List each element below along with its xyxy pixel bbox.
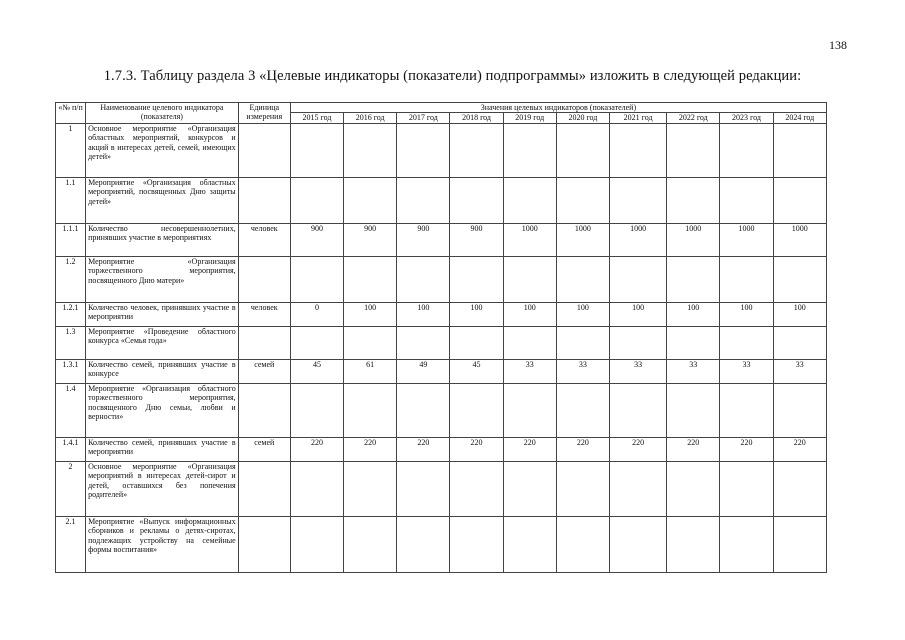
value-cell [773,177,826,223]
unit-cell [238,123,290,177]
header-year: 2018 год [450,113,503,123]
header-year: 2016 год [344,113,397,123]
value-cell: 61 [344,359,397,383]
value-cell [503,516,556,572]
value-cell [397,256,450,302]
value-cell: 45 [450,359,503,383]
unit-cell: семей [238,437,290,461]
value-cell: 1000 [720,223,773,256]
value-cell: 220 [773,437,826,461]
value-cell [450,256,503,302]
value-cell: 33 [667,359,720,383]
value-cell: 220 [344,437,397,461]
value-cell [720,461,773,516]
table-row [56,359,827,383]
value-cell [344,461,397,516]
value-cell: 220 [450,437,503,461]
unit-cell [238,326,290,359]
row-number: 1.4.1 [56,437,86,461]
indicators-table [55,102,827,573]
value-cell [667,516,720,572]
value-cell [556,516,609,572]
value-cell [503,256,556,302]
value-cell: 900 [290,223,343,256]
value-cell [290,461,343,516]
value-cell [556,461,609,516]
row-number: 1.4 [56,383,86,437]
row-number: 1.2 [56,256,86,302]
value-cell [556,256,609,302]
value-cell [556,123,609,177]
unit-cell: человек [238,223,290,256]
unit-cell [238,177,290,223]
row-number: 1.1.1 [56,223,86,256]
table-row [56,256,827,302]
value-cell: 33 [610,359,667,383]
table-row [56,461,827,516]
table-row [56,326,827,359]
row-number: 1 [56,123,86,177]
header-unit: Единица измерения [238,103,290,124]
value-cell [397,383,450,437]
value-cell [290,516,343,572]
value-cell: 1000 [667,223,720,256]
value-cell [720,256,773,302]
header-indicator-name: Наименование целевого индикатора (показателя) [86,103,239,124]
header-number: «№ п/п [56,103,86,124]
value-cell: 100 [773,302,826,326]
value-cell [556,326,609,359]
unit-cell [238,461,290,516]
value-cell: 100 [450,302,503,326]
value-cell [450,177,503,223]
value-cell [610,326,667,359]
value-cell: 100 [610,302,667,326]
value-cell: 100 [556,302,609,326]
value-cell [450,326,503,359]
value-cell [397,516,450,572]
value-cell [720,326,773,359]
unit-cell: семей [238,359,290,383]
unit-cell [238,383,290,437]
unit-cell: человек [238,302,290,326]
value-cell: 220 [397,437,450,461]
value-cell [344,326,397,359]
value-cell [667,256,720,302]
value-cell [610,177,667,223]
value-cell [290,123,343,177]
value-cell [610,256,667,302]
value-cell [773,383,826,437]
value-cell [450,383,503,437]
value-cell [610,383,667,437]
header-year: 2019 год [503,113,556,123]
value-cell: 100 [344,302,397,326]
value-cell [344,123,397,177]
value-cell: 100 [720,302,773,326]
value-cell [397,326,450,359]
value-cell: 100 [397,302,450,326]
header-values: Значения целевых индикаторов (показателей) [290,103,826,113]
value-cell [667,177,720,223]
value-cell [397,177,450,223]
value-cell [773,516,826,572]
value-cell: 45 [290,359,343,383]
table-row [56,437,827,461]
value-cell: 900 [450,223,503,256]
value-cell: 33 [773,359,826,383]
value-cell [720,516,773,572]
row-number: 2.1 [56,516,86,572]
value-cell [610,516,667,572]
value-cell: 220 [720,437,773,461]
table-row [56,123,827,177]
value-cell: 220 [610,437,667,461]
value-cell [344,256,397,302]
value-cell [556,383,609,437]
value-cell: 0 [290,302,343,326]
value-cell [290,383,343,437]
table-row [56,383,827,437]
value-cell [773,461,826,516]
value-cell [773,326,826,359]
value-cell [503,461,556,516]
table-row [56,516,827,572]
value-cell: 33 [556,359,609,383]
row-number: 1.3 [56,326,86,359]
row-number: 1.1 [56,177,86,223]
value-cell [610,123,667,177]
value-cell [503,326,556,359]
value-cell [344,177,397,223]
value-cell: 1000 [503,223,556,256]
indicator-name: Основное мероприятие «Организация областных мероприятий, конкурсов и акций в интересах детей, семей, имеющих детей» [86,123,239,177]
value-cell: 100 [503,302,556,326]
header-year: 2024 год [773,113,826,123]
value-cell [450,516,503,572]
header-year: 2021 год [610,113,667,123]
value-cell [773,256,826,302]
value-cell [667,326,720,359]
row-number: 1.2.1 [56,302,86,326]
value-cell: 49 [397,359,450,383]
value-cell [503,177,556,223]
value-cell [556,177,609,223]
indicator-name: Количество семей, принявших участие в мероприятии [86,437,239,461]
header-year: 2023 год [720,113,773,123]
value-cell: 33 [720,359,773,383]
value-cell [450,461,503,516]
value-cell [503,383,556,437]
indicator-name: Количество несовершеннолетних, принявших участие в мероприятиях [86,223,239,256]
value-cell [667,461,720,516]
indicator-name: Мероприятие «Организация областных мероприятий, посвященных Дню защиты детей» [86,177,239,223]
header-year: 2015 год [290,113,343,123]
section-heading: 1.7.3. Таблицу раздела 3 «Целевые индикаторы (показатели) подпрограммы» изложить в следующей редакции: [103,68,802,84]
value-cell [667,383,720,437]
value-cell: 220 [290,437,343,461]
value-cell [720,123,773,177]
row-number: 1.3.1 [56,359,86,383]
value-cell [397,123,450,177]
header-year: 2022 год [667,113,720,123]
value-cell [720,177,773,223]
unit-cell [238,256,290,302]
indicator-name: Мероприятие «Организация областного торжественного мероприятия, посвященного Дню семьи, любви и верности» [86,383,239,437]
value-cell: 900 [397,223,450,256]
header-year: 2017 год [397,113,450,123]
indicator-name: Мероприятие «Организация торжественного мероприятия, посвященного Дню матери» [86,256,239,302]
value-cell: 100 [667,302,720,326]
unit-cell [238,516,290,572]
value-cell [397,461,450,516]
value-cell [290,177,343,223]
value-cell [667,123,720,177]
row-number: 2 [56,461,86,516]
value-cell [503,123,556,177]
table-row [56,223,827,256]
value-cell: 900 [344,223,397,256]
indicator-name: Количество семей, принявших участие в конкурсе [86,359,239,383]
value-cell: 1000 [773,223,826,256]
value-cell: 1000 [610,223,667,256]
value-cell [344,516,397,572]
value-cell [290,326,343,359]
table-row [56,302,827,326]
value-cell [290,256,343,302]
value-cell [720,383,773,437]
value-cell: 220 [556,437,609,461]
value-cell [450,123,503,177]
page-number: 138 [829,38,847,52]
indicator-name: Количество человек, принявших участие в мероприятии [86,302,239,326]
indicator-name: Мероприятие «Проведение областного конкурса «Семья года» [86,326,239,359]
indicator-name: Мероприятие «Выпуск информационных сборников и рекламы о детях-сиротах, подлежащих устройству на семейные формы воспитания» [86,516,239,572]
header-year: 2020 год [556,113,609,123]
value-cell: 1000 [556,223,609,256]
table-row [56,177,827,223]
value-cell: 33 [503,359,556,383]
indicator-name: Основное мероприятие «Организация мероприятий в интересах детей-сирот и детей, оставшихся без попечения родителей» [86,461,239,516]
value-cell [610,461,667,516]
value-cell [773,123,826,177]
value-cell: 220 [667,437,720,461]
value-cell [344,383,397,437]
value-cell: 220 [503,437,556,461]
